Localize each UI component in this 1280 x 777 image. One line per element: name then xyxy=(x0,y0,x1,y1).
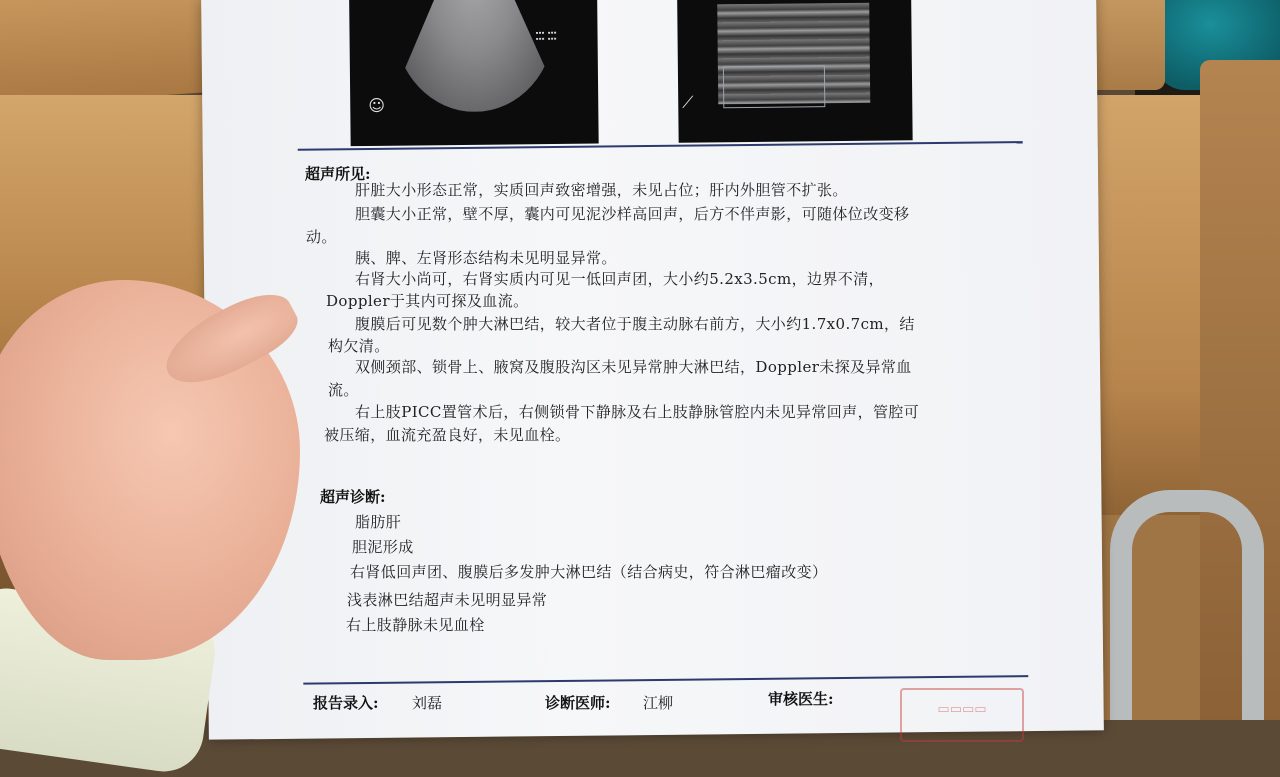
findings-line: 右肾大小尚可，右肾实质内可见一低回声团，大小约5.2x3.5cm，边界不清， xyxy=(355,270,884,288)
findings-line: 肝脏大小形态正常，实质回声致密增强，未见占位；肝内外胆管不扩张。 xyxy=(355,181,848,199)
findings-line: 腹膜后可见数个肿大淋巴结，较大者位于腹主动脉右前方，大小约1.7x0.7cm，结 xyxy=(355,315,915,333)
diagnosis-item: 胆泥形成 xyxy=(352,538,414,556)
findings-line: 构欠清。 xyxy=(328,337,390,355)
findings-line: 右上肢PICC置管术后，右侧锁骨下静脉及右上肢静脉管腔内未见异常回声，管腔可 xyxy=(355,403,920,421)
findings-line: 动。 xyxy=(306,228,337,246)
diagnosis-item: 浅表淋巴结超声未见明显异常 xyxy=(347,591,548,609)
doctor-name: 江柳 xyxy=(643,694,674,712)
diagnosis-heading: 超声诊断: xyxy=(320,488,386,506)
findings-heading: 超声所见: xyxy=(305,165,371,183)
red-stamp: ▭▭▭▭ xyxy=(900,688,1024,742)
arm-marker-icon: ⟋ xyxy=(682,92,694,112)
ultrasound-overlay-text: ▪▪▪ ▪▪▪ xyxy=(535,29,557,37)
doctor-label: 诊断医师: xyxy=(545,694,611,712)
findings-line: 被压缩，血流充盈良好，未见血栓。 xyxy=(324,426,571,444)
findings-line: 流。 xyxy=(328,381,359,399)
findings-line: 胆囊大小正常，壁不厚，囊内可见泥沙样高回声，后方不伴声影，可随体位改变移 xyxy=(355,205,910,223)
findings-line: 胰、脾、左肾形态结构未见明显异常。 xyxy=(355,249,617,267)
body-marker-icon: ☺ xyxy=(368,95,386,115)
ultrasound-overlay-text: ▪▪▪ ▪▪▪ xyxy=(535,35,557,43)
diagnosis-item: 脂肪肝 xyxy=(355,513,402,531)
recorder-label: 报告录入: xyxy=(313,694,379,712)
reviewer-label: 审核医生: xyxy=(768,690,834,708)
findings-line: 双侧颈部、锁骨上、腋窝及腹股沟区未见异常肿大淋巴结，Doppler未探及异常血 xyxy=(355,358,912,376)
findings-line: Doppler于其内可探及血流。 xyxy=(326,292,529,310)
diagnosis-item: 右肾低回声团、腹膜后多发肿大淋巴结（结合病史，符合淋巴瘤改变） xyxy=(350,563,828,581)
diagnosis-item: 右上肢静脉未见血栓 xyxy=(346,616,485,634)
recorder-name: 刘磊 xyxy=(412,694,443,712)
